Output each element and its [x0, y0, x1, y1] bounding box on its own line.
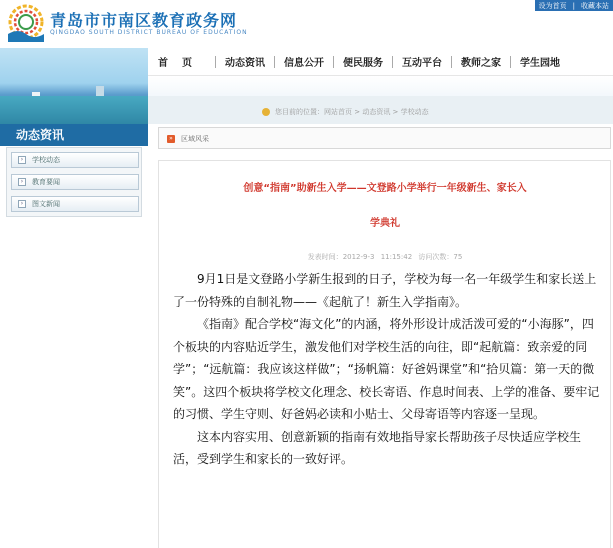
nav-home[interactable]: 首页 [158, 58, 206, 69]
section-header [158, 127, 611, 149]
top-links [535, 0, 613, 11]
nav-interaction[interactable]: 互动平台 [402, 58, 442, 69]
sidebar-item-photo-news[interactable] [11, 196, 139, 212]
nav-divider [510, 56, 511, 68]
views-count: 75 [453, 253, 463, 261]
article-meta [215, 252, 555, 262]
article-paragraph: 《指南》配合学校“海文化”的内涵，将外形设计成活泼可爱的“小海豚”，四个板块的内容贴近学生，激发他们对学校生活的向往，即“起航篇：致亲爱的同学”；“远航篇：我应该这样做”；“扬帆篇：好爸妈课堂”和“拾贝篇：第一天的微笑”。这四个板块将学校文化理念、校长寄语、作息时间表、上学的准备、要牢记的习惯、学生守则、好爸妈必读和小贴士、父母寄语等内容逐一呈现。 [173, 317, 600, 421]
arrow-right-icon: › [18, 156, 26, 164]
section-label: 区域风采 [181, 135, 209, 143]
sidebar-item-label: 图文新闻 [32, 200, 60, 208]
views-label: 访问次数： [418, 253, 454, 261]
nav-teachers[interactable]: 教师之家 [461, 58, 501, 69]
location-icon [262, 108, 270, 116]
article-paragraph: 9月1日是文登路小学新生报到的日子，学校为每一名一年级学生和家长送上了一份特殊的自制礼物——《起航了！新生入学指南》。 [173, 272, 597, 309]
breadcrumb [262, 107, 429, 117]
breadcrumb-text[interactable]: 您目前的位置：网站首页 > 动态资讯 > 学校动态 [275, 108, 429, 116]
arrow-right-icon: › [18, 200, 26, 208]
nav-divider [333, 56, 334, 68]
nav-students[interactable]: 学生园地 [520, 58, 560, 69]
arrow-right-icon: › [18, 178, 26, 186]
sidebar-item-label: 教育要闻 [32, 178, 60, 186]
nav-news[interactable]: 动态资讯 [225, 58, 265, 69]
toplink-separator: | [572, 1, 575, 10]
article-title-continued: 学典礼 [370, 218, 400, 229]
sidebar-item-school-news[interactable] [11, 152, 139, 168]
publish-date: 2012-9-3 [342, 253, 375, 261]
nav-services[interactable]: 便民服务 [343, 58, 383, 69]
publish-clock: 11:15:42 [380, 253, 413, 261]
sidebar-item-education-news[interactable] [11, 174, 139, 190]
nav-info-public[interactable]: 信息公开 [284, 58, 324, 69]
sidebar-panel [6, 147, 142, 217]
article-body [173, 268, 603, 471]
nav-divider [215, 56, 216, 68]
set-homepage-link[interactable]: 设为首页 [538, 1, 567, 10]
logo-icon[interactable] [4, 4, 48, 44]
section-icon: » [167, 135, 175, 143]
bookmark-link[interactable]: 收藏本站 [581, 1, 609, 10]
article-paragraph: 这本内容实用、创意新颖的指南有效地指导家长帮助孩子尽快适应学校生活，受到学生和家长的一致好评。 [173, 429, 582, 466]
nav-subband [148, 76, 613, 98]
main-nav [148, 48, 613, 76]
article-title: 创意“指南”助新生入学——文登路小学举行一年级新生、家长入 [243, 183, 527, 194]
sidebar-title: 动态资讯 [0, 124, 148, 146]
site-title: 青岛市市南区教育政务网 [50, 11, 238, 30]
nav-divider [451, 56, 452, 68]
site-subtitle: QINGDAO SOUTH DISTRICT BUREAU OF EDUCATION [50, 29, 248, 36]
nav-divider [274, 56, 275, 68]
nav-divider [392, 56, 393, 68]
sidebar-item-label: 学校动态 [32, 156, 60, 164]
site-header [0, 0, 613, 48]
publish-label: 发表时间： [307, 253, 343, 261]
